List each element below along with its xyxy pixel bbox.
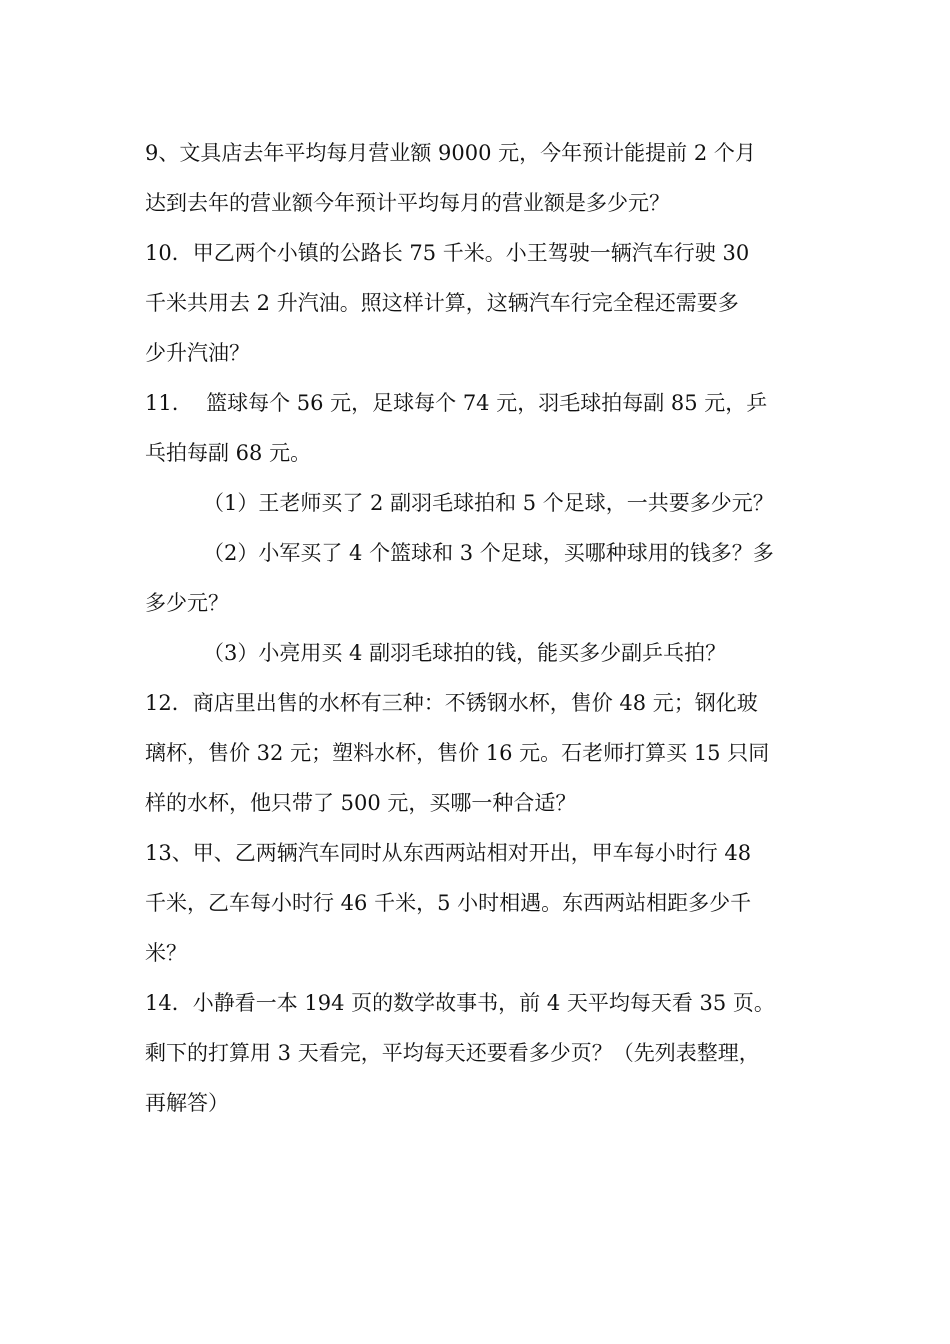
problem-13-line-2: 千米，乙车每小时行 46 千米，5 小时相遇。东西两站相距多少千 [145,891,752,915]
problem-13-line-3: 米？ [145,941,187,965]
problem-9-line-1: 9、文具店去年平均每月营业额 9000 元，今年预计能提前 2 个月 [145,141,756,165]
problem-11 [145,378,815,678]
problem-10-line-3: 少升汽油？ [145,341,250,365]
problem-11-line-2: 乓拍每副 68 元。 [145,441,312,465]
problem-10-line-2: 千米共用去 2 升汽油。照这样计算，这辆汽车行完全程还需要多 [145,291,739,315]
problem-9-line-2: 达到去年的营业额今年预计平均每月的营业额是多少元？ [145,191,670,215]
problem-11-line-1: 11. 篮球每个 56 元，足球每个 74 元，羽毛球拍每副 85 元，乒 [145,391,768,415]
problem-12-line-2: 璃杯，售价 32 元；塑料水杯，售价 16 元。石老师打算买 15 只同 [145,741,770,765]
problem-14 [145,978,815,1128]
problem-13-line-1: 13、甲、乙两辆汽车同时从东西两站相对开出，甲车每小时行 48 [145,841,752,865]
problem-11-sub-3: （3）小亮用买 4 副羽毛球拍的钱，能买多少副乒乓拍？ [203,641,727,665]
problem-14-line-2: 剩下的打算用 3 天看完，平均每天还要看多少页？（先列表整理， [145,1041,760,1065]
problem-13 [145,828,815,978]
problem-14-line-3: 再解答） [145,1091,229,1115]
problem-11-sub-1: （1）王老师买了 2 副羽毛球拍和 5 个足球，一共要多少元？ [203,491,774,515]
problem-9 [145,128,815,228]
problem-11-sub-2-line-2: 多少元？ [145,591,229,615]
problem-14-line-1: 14．小静看一本 194 页的数学故事书，前 4 天平均每天看 35 页。 [145,991,775,1015]
problem-12-line-3: 样的水杯，他只带了 500 元，买哪一种合适？ [145,791,577,815]
problem-list [145,128,815,1128]
problem-10-line-1: 10．甲乙两个小镇的公路长 75 千米。小王驾驶一辆汽车行驶 30 [145,241,750,265]
problem-11-sub-2-line-1: （2）小军买了 4 个篮球和 3 个足球，买哪种球用的钱多？多 [203,541,774,565]
problem-12-line-1: 12．商店里出售的水杯有三种：不锈钢水杯，售价 48 元；钢化玻 [145,691,758,715]
problem-12 [145,678,815,828]
problem-10 [145,228,815,378]
